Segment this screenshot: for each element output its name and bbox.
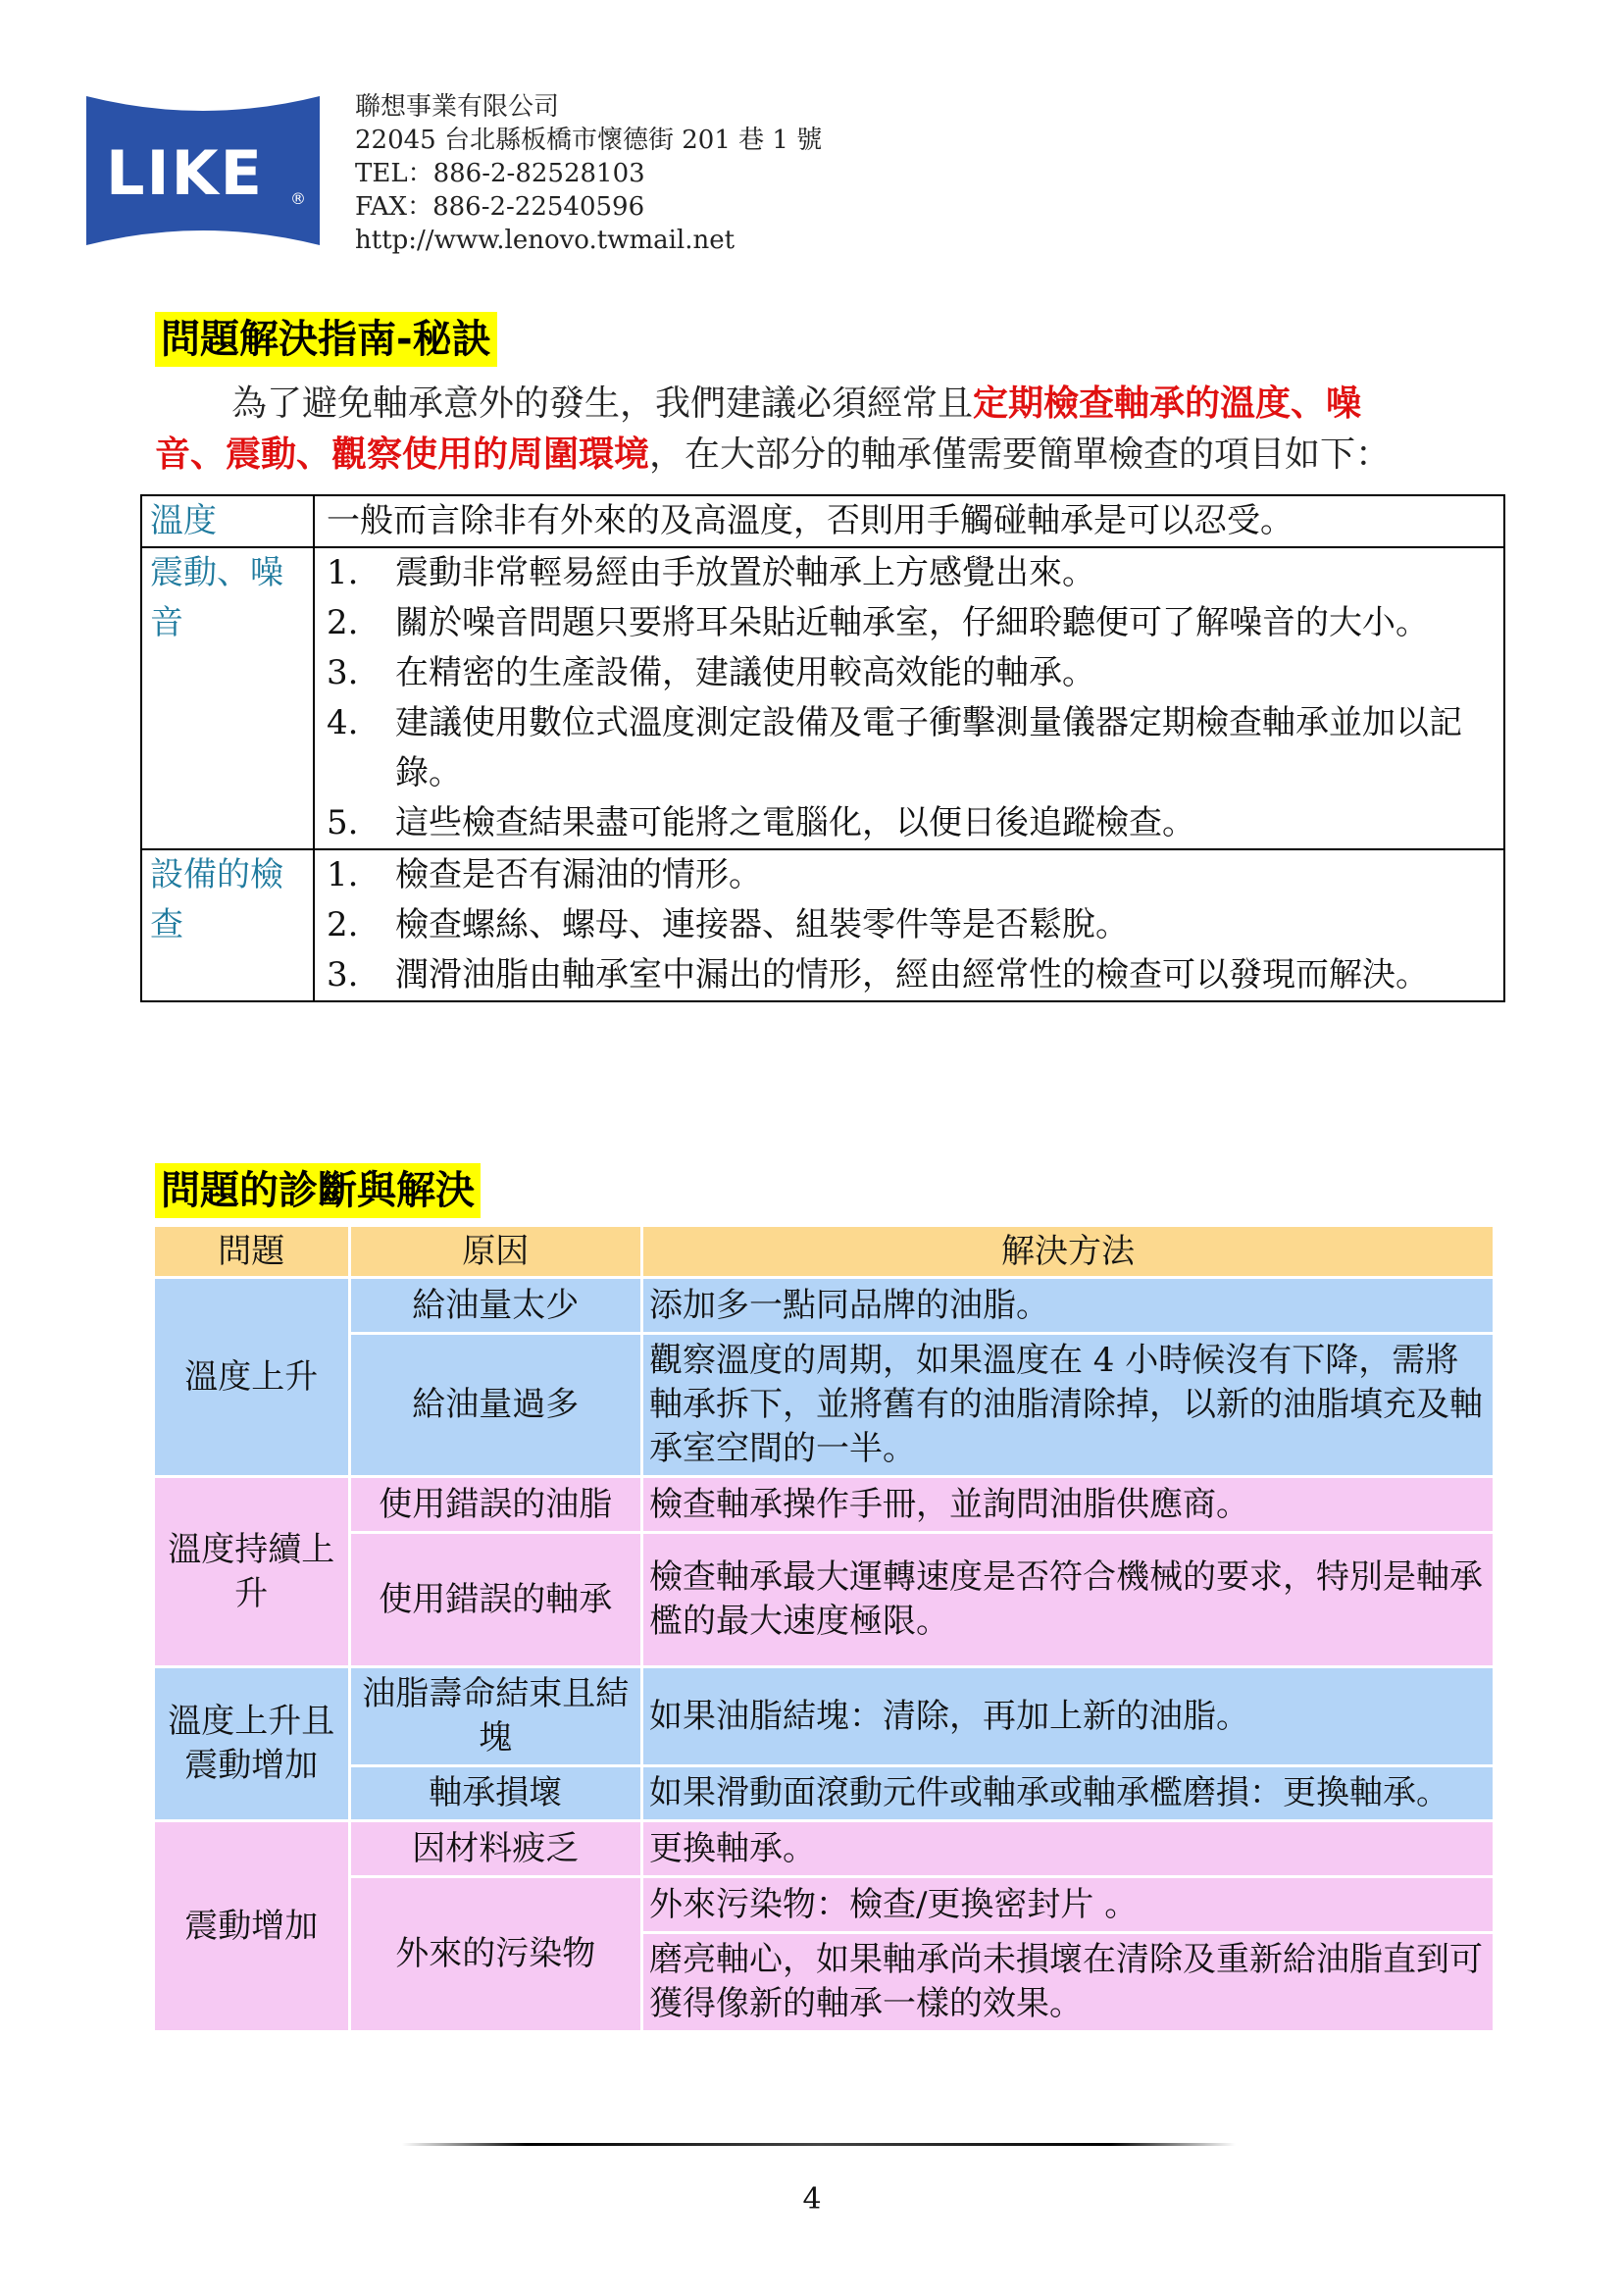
list-text: 建議使用數位式溫度測定設備及電子衝擊測量儀器定期檢查軸承並加以記錄。 bbox=[395, 703, 1462, 792]
list-item bbox=[327, 798, 1496, 848]
solution-cell: 如果油脂結塊：清除，再加上新的油脂。 bbox=[643, 1668, 1493, 1764]
problem-cell: 溫度上升且震動增加 bbox=[155, 1668, 348, 1819]
header-solution: 解決方法 bbox=[643, 1227, 1493, 1276]
cause-cell: 使用錯誤的軸承 bbox=[351, 1534, 640, 1665]
table-row bbox=[155, 1878, 1493, 1931]
table-row bbox=[155, 1335, 1493, 1475]
company-name: 聯想事業有限公司 bbox=[355, 92, 560, 122]
solution-cell: 外來污染物：檢查/更換密封片 。 bbox=[643, 1878, 1493, 1931]
footer-divider bbox=[402, 2143, 1236, 2146]
solution-cell: 檢查軸承最大運轉速度是否符合機械的要求，特別是軸承檻的最大速度極限。 bbox=[643, 1534, 1493, 1665]
inspection-row-temperature bbox=[141, 495, 1504, 547]
intro-text-a: 為了避免軸承意外的發生，我們建議必須經常且 bbox=[231, 383, 974, 424]
cause-cell: 因材料疲乏 bbox=[351, 1822, 640, 1875]
section-title-tips: 問題解決指南-秘訣 bbox=[155, 312, 497, 367]
solution-cell: 添加多一點同品牌的油脂。 bbox=[643, 1279, 1493, 1332]
company-url[interactable]: http://www.lenovo.twmail.net bbox=[355, 226, 736, 255]
list-number: 2. bbox=[327, 905, 359, 944]
table-row bbox=[155, 1534, 1493, 1665]
company-tel: TEL：886-2-82528103 bbox=[355, 159, 645, 188]
inspection-label-vibration: 震動、噪音 bbox=[141, 547, 314, 849]
list-text: 這些檢查結果盡可能將之電腦化，以便日後追蹤檢查。 bbox=[395, 803, 1195, 842]
like-logo bbox=[86, 96, 320, 245]
inspection-list-equipment bbox=[314, 849, 1504, 1001]
inspection-list-vibration bbox=[314, 547, 1504, 849]
table-row bbox=[155, 1279, 1493, 1332]
inspection-label-temperature: 溫度 bbox=[141, 495, 314, 547]
solution-cell: 觀察溫度的周期，如果溫度在 4 小時候沒有下降，需將軸承拆下，並將舊有的油脂清除掉，以新的油脂填充及軸承室空間的一半。 bbox=[643, 1335, 1493, 1475]
solution-cell: 磨亮軸心，如果軸承尚未損壞在清除及重新給油脂直到可獲得像新的軸承一樣的效果。 bbox=[643, 1934, 1493, 2030]
list-number: 4. bbox=[327, 703, 359, 742]
problem-cell: 溫度上升 bbox=[155, 1279, 348, 1475]
list-item bbox=[327, 698, 1496, 798]
inspection-text-temperature: 一般而言除非有外來的及高溫度，否則用手觸碰軸承是可以忍受。 bbox=[314, 495, 1504, 547]
header-cause: 原因 bbox=[351, 1227, 640, 1276]
intro-red-b: 音、震動、觀察使用的周圍環境 bbox=[155, 434, 650, 475]
list-text: 在精密的生產設備，建議使用較高效能的軸承。 bbox=[395, 653, 1095, 692]
intro-red-a: 定期檢查軸承的溫度、噪 bbox=[973, 383, 1362, 424]
list-number: 1. bbox=[327, 855, 359, 894]
problem-cell: 溫度持續上升 bbox=[155, 1478, 348, 1665]
intro-text-b: ，在大部分的軸承僅需要簡單檢查的項目如下： bbox=[649, 434, 1392, 475]
list-item bbox=[327, 950, 1496, 1000]
intro-paragraph bbox=[155, 379, 1508, 481]
table-row bbox=[155, 1478, 1493, 1531]
cause-cell: 油脂壽命結束且結塊 bbox=[351, 1668, 640, 1764]
list-number: 3. bbox=[327, 955, 359, 994]
svg-text:®: ® bbox=[290, 189, 306, 208]
header-problem: 問題 bbox=[155, 1227, 348, 1276]
page-number: 4 bbox=[802, 2182, 822, 2217]
cause-cell: 給油量過多 bbox=[351, 1335, 640, 1475]
list-item bbox=[327, 900, 1496, 950]
table-row bbox=[155, 1767, 1493, 1819]
list-text: 震動非常輕易經由手放置於軸承上方感覺出來。 bbox=[395, 553, 1095, 592]
company-info bbox=[355, 90, 822, 257]
list-number: 1. bbox=[327, 553, 359, 592]
company-fax: FAX：886-2-22540596 bbox=[355, 192, 645, 222]
list-number: 5. bbox=[327, 803, 359, 842]
section-title-diagnosis: 問題的診斷與解決 bbox=[155, 1163, 481, 1218]
list-number: 2. bbox=[327, 603, 359, 642]
diagnosis-header-row bbox=[155, 1227, 1493, 1276]
list-item bbox=[327, 598, 1496, 648]
list-text: 檢查是否有漏油的情形。 bbox=[395, 855, 762, 894]
diagnosis-table bbox=[152, 1224, 1496, 2033]
inspection-label-equipment: 設備的檢查 bbox=[141, 849, 314, 1001]
table-row bbox=[155, 1668, 1493, 1764]
list-text: 關於噪音問題只要將耳朵貼近軸承室，仔細聆聽便可了解噪音的大小。 bbox=[395, 603, 1429, 642]
cause-cell: 軸承損壞 bbox=[351, 1767, 640, 1819]
table-row bbox=[155, 1822, 1493, 1875]
list-item bbox=[327, 548, 1496, 598]
company-address: 22045 台北縣板橋市懷德街 201 巷 1 號 bbox=[355, 126, 823, 155]
inspection-row-equipment bbox=[141, 849, 1504, 1001]
cause-cell: 外來的污染物 bbox=[351, 1878, 640, 2030]
inspection-row-vibration bbox=[141, 547, 1504, 849]
solution-cell: 檢查軸承操作手冊，並詢問油脂供應商。 bbox=[643, 1478, 1493, 1531]
solution-cell: 更換軸承。 bbox=[643, 1822, 1493, 1875]
list-number: 3. bbox=[327, 653, 359, 692]
inspection-table bbox=[140, 494, 1505, 1002]
list-text: 潤滑油脂由軸承室中漏出的情形，經由經常性的檢查可以發現而解決。 bbox=[395, 955, 1429, 994]
list-text: 檢查螺絲、螺母、連接器、組裝零件等是否鬆脫。 bbox=[395, 905, 1129, 944]
list-item bbox=[327, 648, 1496, 698]
cause-cell: 給油量太少 bbox=[351, 1279, 640, 1332]
solution-cell: 如果滑動面滾動元件或軸承或軸承檻磨損：更換軸承。 bbox=[643, 1767, 1493, 1819]
cause-cell: 使用錯誤的油脂 bbox=[351, 1478, 640, 1531]
svg-text:LIKE: LIKE bbox=[106, 137, 264, 209]
problem-cell: 震動增加 bbox=[155, 1822, 348, 2030]
list-item bbox=[327, 850, 1496, 900]
